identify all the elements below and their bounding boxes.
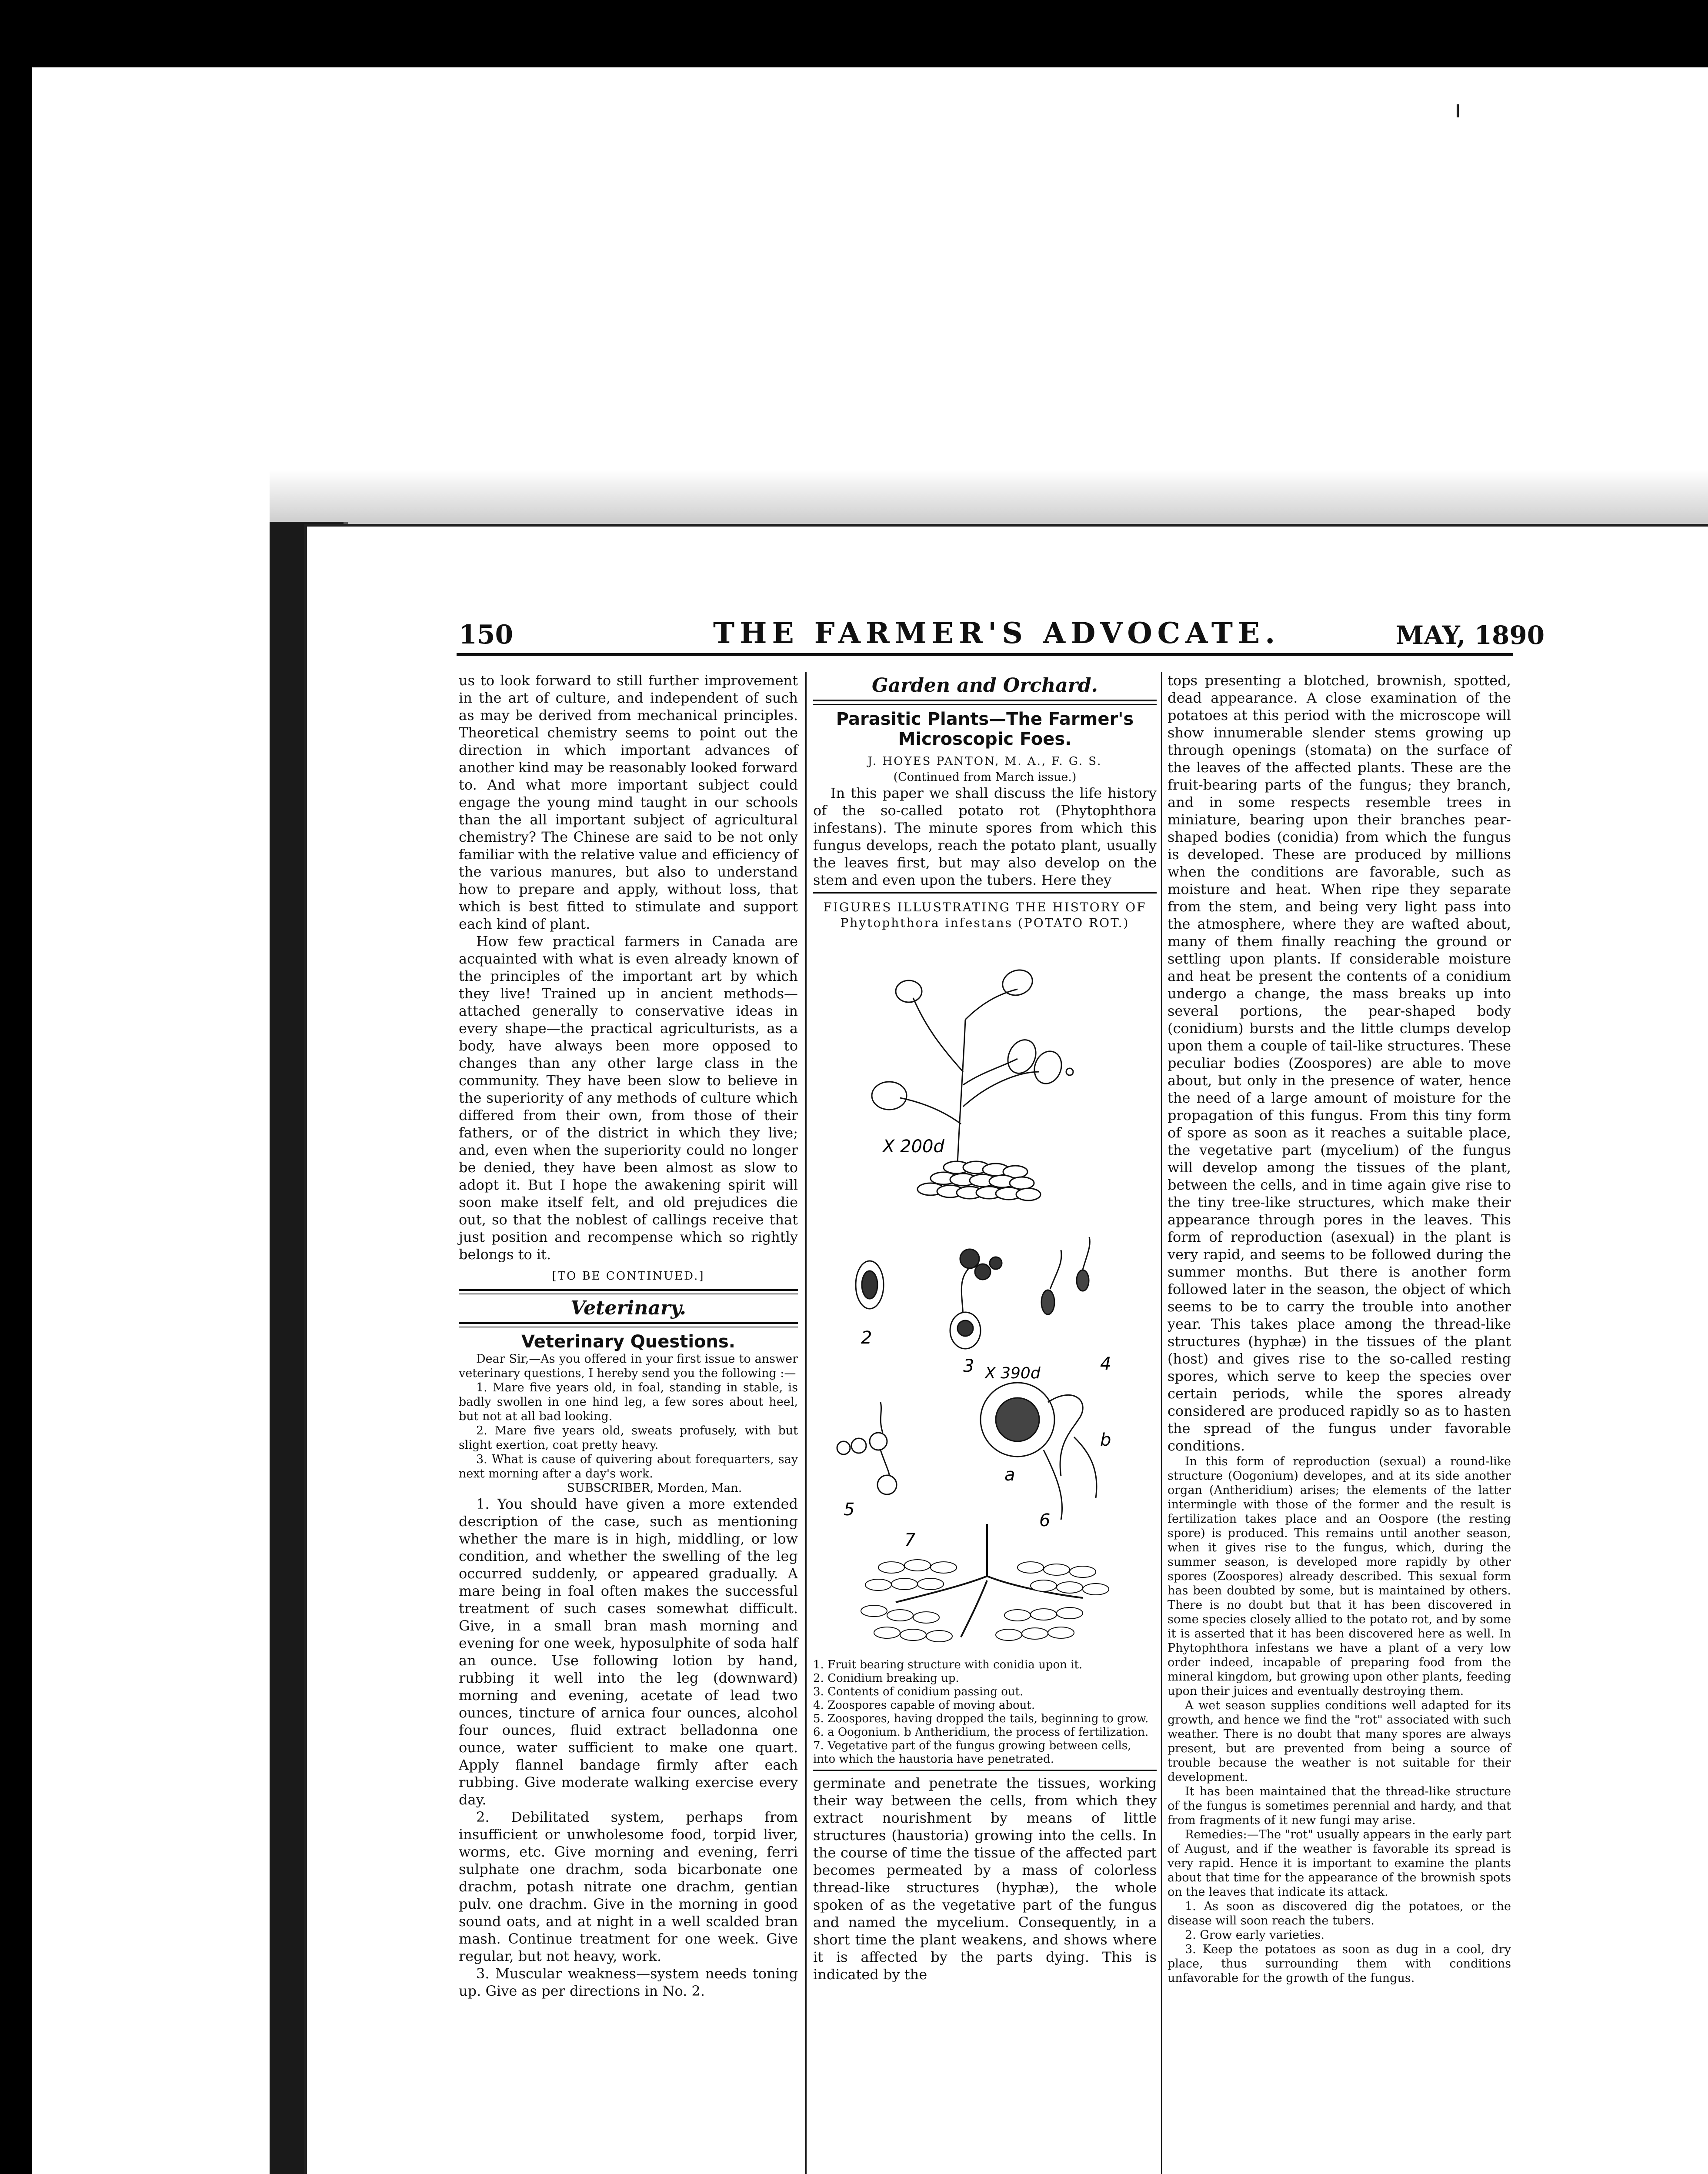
paragraph: In this paper we shall discuss the life history of the so-called potato rot (Phytophthora infestans). The minute spores from which this fungus develops, reach the potato plant, usually the leaves first, but may also develop on the stem and even upon the tubers. Here they (813, 785, 1157, 888)
header-rule (457, 653, 1513, 656)
figure-caption: 7. Vegetative part of the fungus growing between cells, into which the haustoria have penetrated. (813, 1739, 1131, 1766)
letter-intro: Dear Sir,—As you offered in your first issue to answer veterinary questions, I hereby send you the following :— (459, 1352, 798, 1380)
magnification-label: X 200d (883, 1137, 944, 1157)
figure-letter: b (1100, 1430, 1111, 1450)
article-title: Parasitic Plants—The Farmer's Microscopic Foes. (836, 709, 1134, 749)
question: 2. Mare five years old, sweats profusely, with but slight exertion, coat pretty heavy. (459, 1424, 798, 1452)
article-title: Veterinary Questions. (521, 1332, 735, 1352)
question: 3. What is cause of quivering about forequarters, say next morning after a day's work. (459, 1453, 798, 1480)
answer: 1. You should have given a more extended description of the case, such as mentioning whether the mare is in high, middling, or low condition, and whether the swelling of the leg occurred suddenly, or appeared gradually. A mare being in foal often makes the successful treatment of such cases somewhat difficult. Give, in a small bran mash morning and evening for one week, hyposulphite of soda half an ounce. Use following lotion by hand, rubbing it well into the leg (downward) morning and evening, acetate of lead two ounces, tincture of arnica four ounces, alcohol four ounces, fluid extract belladonna one ounce, water sufficient to make one quart. Apply flannel bandage firmly after each rubbing. Give moderate walking exercise every day. (459, 1496, 798, 1808)
figure-rule (813, 892, 1157, 894)
figure-caption: 2. Conidium breaking up. (813, 1672, 959, 1685)
continued-from: (Continued from March issue.) (893, 770, 1077, 784)
newspaper-page (439, 557, 1708, 2174)
answer: 2. Debilitated system, perhaps from insufficient or unwholesome food, torpid liver, worms, etc. Give morning and evening, ferri sulphate one drachm, soda bicarbonate one drachm, potash nitrate one drachm, gentian pulv. one drachm. Give in the morning in good sound oats, and at night in a well scalded bran mash. Continue treatment for one week. Give regular, but not heavy, work. (459, 1809, 798, 1964)
issue-date: MAY, 1890 (1396, 620, 1545, 650)
answer: 3. Muscular weakness—system needs toning up. Give as per directions in No. 2. (459, 1965, 798, 1999)
column-divider (1161, 672, 1162, 2174)
figure-caption: 5. Zoospores, having dropped the tails, beginning to grow. (813, 1712, 1149, 1725)
remedy: 2. Grow early varieties. (1185, 1928, 1324, 1942)
letter-signature: SUBSCRIBER, Morden, Man. (567, 1481, 742, 1495)
paragraph: A wet season supplies conditions well adapted for its growth, and hence we find the "rot" associated with such weather. There is no doubt that many spores are always present, but are prevented from being a source of trouble because the weather is not suitable for their development. (1168, 1699, 1511, 1784)
paragraph: us to look forward to still further improvement in the art of culture, and independent of such as may be derived from mechanical principles. Theoretical chemistry seems to point out the direction in which important advances of another kind may be reasonably looked forward to. And what more important subject could engage the young mind taught in our schools than the all important subject of agricultural chemistry? The Chinese are said to be not only familiar with the relative value and efficiency of the various manures, but also to understand how to prepare and apply, without loss, that which is best fitted to stimulate and support each kind of plant. (459, 672, 798, 932)
figure-title: FIGURES ILLUSTRATING THE HISTORY OF Phytophthora infestans (POTATO ROT.) (823, 900, 1147, 930)
column-middle (813, 672, 1157, 1983)
byline: J. HOYES PANTON, M. A., F. G. S. (867, 755, 1102, 768)
masthead-title: THE FARMER'S ADVOCATE. (713, 616, 1281, 650)
section-rule (459, 1289, 798, 1294)
figure-number: 4 (1100, 1354, 1111, 1374)
remedy: 3. Keep the potatoes as soon as dug in a cool, dry place, thus surrounding them with conditions unfavorable for the growth of the fungus. (1168, 1943, 1511, 1985)
section-heading-veterinary: Veterinary. (570, 1297, 686, 1319)
continued-note: [TO BE CONTINUED.] (552, 1270, 705, 1283)
figure-caption: 3. Contents of conidium passing out. (813, 1685, 1024, 1698)
figure-number: 3 (963, 1356, 974, 1376)
paragraph: In this form of reproduction (sexual) a round-like structure (Oogonium) developes, and at its side another organ (Antheridium) arises; the elements of the latter intermingle with those of the former and the result is fertilization takes place and an Oospore (the resting spore) is produced. This remains until another season, when it gives rise to the fungus, which, during the summer season, is developed more rapidly by other spores (Zoospores) already described. This sexual form has been doubted by some, but is maintained by others. There is no doubt but that it has been discovered in some species closely allied to the potato rot, and by some it is asserted that it has been discovered here as well. In Phytophthora infestans we have a plant of a very low order indeed, incapable of preparing food from the mineral kingdom, but growing upon other plants, feeding upon their juices and eventually destroying them. (1168, 1455, 1511, 1698)
potato-rot-illustration (813, 941, 1157, 1650)
column-left (459, 672, 798, 2000)
paragraph: germinate and penetrate the tissues, working their way between the cells, from which they extract nourishment by means of little structures (haustoria) growing into the cells. In the course of time the tissue of the affected part becomes permeated by a mass of colorless thread-like structures (hyphæ), the whole spoken of as the vegetative part of the fungus and named the mycelium. Consequently, in a short time the plant weakens, and shows where it is affected by the parts dying. This is indicated by the (813, 1775, 1157, 1983)
section-rule (813, 700, 1157, 705)
question: 1. Mare five years old, in foal, standing in stable, is badly swollen in one hind leg, a few sores about heel, but not at all bad looking. (459, 1381, 798, 1423)
figure-number: 2 (861, 1328, 872, 1348)
paragraph: It has been maintained that the thread-like structure of the fungus is sometimes perennial and hardy, and that from fragments of it new fungi may arise. (1168, 1785, 1511, 1827)
remedy: 1. As soon as discovered dig the potatoes, or the disease will soon reach the tubers. (1168, 1900, 1511, 1927)
figure-number: 6 (1039, 1510, 1051, 1530)
column-divider (805, 672, 807, 2174)
section-heading-garden: Garden and Orchard. (872, 674, 1098, 697)
page-number: 150 (459, 620, 514, 650)
magnification-label: X 390d (985, 1364, 1041, 1382)
figure-letter: a (1004, 1465, 1015, 1485)
paragraph: Remedies:—The "rot" usually appears in the early part of August, and if the weather is favorable its spread is very rapid. Hence it is important to examine the plants about that time for the appearance of the brownish spots on the leaves that indicate its attack. (1168, 1828, 1511, 1899)
figure-caption: 4. Zoospores capable of moving about. (813, 1699, 1035, 1712)
paragraph: How few practical farmers in Canada are acquainted with what is even already known of the principles of the important art by which they live! Trained up in ancient methods—attached generally to conservative ideas in every shape—the practical agriculturists, as a body, have always been more opposed to changes than any other large class in the community. They have been slow to believe in the superiority of any methods of culture which differed from their own, from those of their fathers, or of the district in which they live; and, even when the superiority could no longer be denied, they have been almost as slow to adopt it. But I hope the awakening spirit will soon make itself felt, and old prejudices die out, so that the noblest of callings receive that just position and recompense which so rightly belongs to it. (459, 933, 798, 1263)
figure-caption: 6. a Oogonium. b Antheridium, the process of fertilization. (813, 1726, 1149, 1739)
figure-number: 5 (844, 1500, 855, 1520)
section-rule (459, 1322, 798, 1327)
paragraph: tops presenting a blotched, brownish, spotted, dead appearance. A close examination of the potatoes at this period with the microscope will show innumerable slender stems growing up through openings (stomata) on the surface of the leaves of the affected plants. These are the fruit-bearing parts of the fungus; they branch, and in some respects resemble trees in miniature, bearing upon their branches pear-shaped bodies (conidia) from which the fungus is developed. These are produced by millions when the conditions are favorable, such as moisture and heat. When ripe they separate from the stem, and being very light pass into the atmosphere, where they are wafted about, many of them finally reaching the ground or settling upon plants. If considerable moisture and heat be present the contents of a conidium undergo a change, the mass breaks up into several portions, the pear-shaped body (conidium) bursts and the little clumps develop upon them a couple of tail-like structures. These peculiar bodies (Zoospores) are able to move about, but only in the presence of water, hence the need of a large amount of moisture for the propagation of this fungus. From this tiny form of spore as soon as it reaches a suitable place, the vegetative part (mycelium) of the fungus will develop among the tissues of the plant, between the cells, and in time again give rise to the tiny tree-like structures, which make their appearance through pores in the leaves. This form of reproduction (asexual) in the plant is very rapid, and seems to be followed during the summer months. But there is another form followed later in the season, the object of which seems to be to carry the trouble into another year. This takes place among the thread-like structures (hyphæ) in the tissues of the plant (host) and gives rise to the so-called resting spores, which serve to keep the species over certain periods, while the spores already considered are produced rapidly so as to hasten the spread of the fungus under favorable conditions. (1168, 672, 1511, 1454)
figure-rule (813, 1770, 1157, 1771)
scan-mark (1457, 104, 1459, 117)
figure-caption: 1. Fruit bearing structure with conidia upon it. (813, 1658, 1083, 1671)
column-right (1168, 672, 1511, 1985)
figure-number: 7 (904, 1530, 916, 1550)
